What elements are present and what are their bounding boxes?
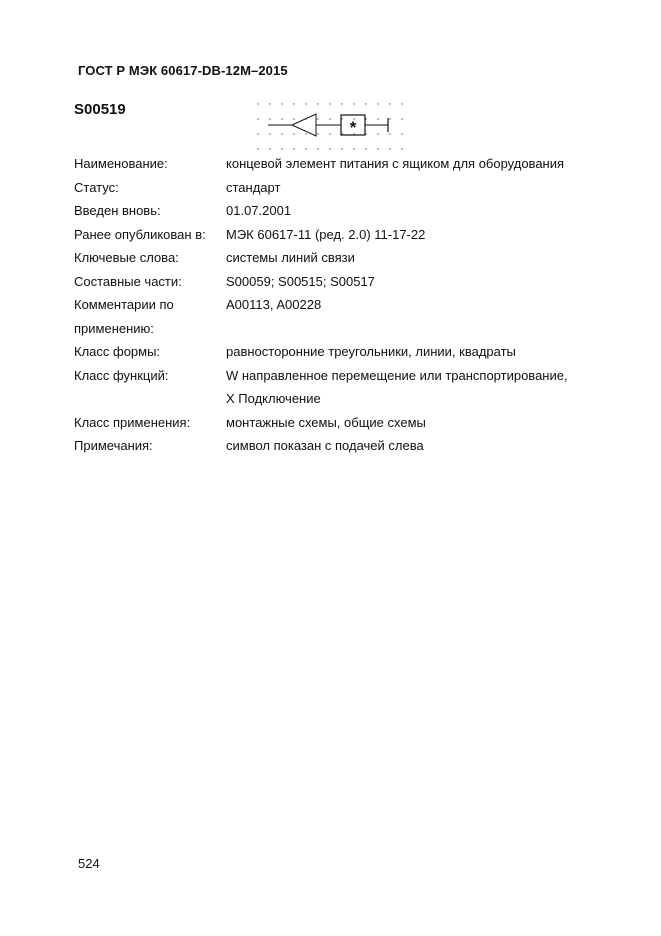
field-label: Введен вновь: bbox=[74, 203, 161, 218]
field-label: Комментарии по bbox=[74, 297, 174, 312]
grid-dot bbox=[293, 118, 294, 119]
field-label: Класс формы: bbox=[74, 344, 161, 359]
field-label: Класс функций: bbox=[74, 367, 169, 383]
field-value: равносторонние треугольники, линии, квадраты bbox=[226, 344, 516, 359]
document-header: ГОСТ Р МЭК 60617-DB-12M–2015 bbox=[78, 63, 288, 78]
grid-dot bbox=[365, 103, 366, 104]
grid-dot bbox=[281, 118, 282, 119]
grid-dot bbox=[341, 148, 342, 149]
grid-dot bbox=[401, 148, 402, 149]
grid-dot bbox=[389, 118, 390, 119]
grid-dot bbox=[281, 148, 282, 149]
grid-dot bbox=[257, 133, 258, 134]
grid-dot bbox=[317, 103, 318, 104]
grid-dot bbox=[329, 103, 330, 104]
grid-dot bbox=[353, 148, 354, 149]
grid-dot bbox=[389, 148, 390, 149]
field-value: W направленное перемещение или транспортирование, bbox=[226, 367, 568, 383]
grid-dot bbox=[305, 103, 306, 104]
field-label: применению: bbox=[74, 320, 154, 336]
grid-dot bbox=[269, 103, 270, 104]
grid-dot bbox=[317, 118, 318, 119]
grid-dot bbox=[269, 133, 270, 134]
grid-dot bbox=[293, 133, 294, 134]
grid-dot bbox=[329, 133, 330, 134]
grid-dot bbox=[257, 118, 258, 119]
box-mark: * bbox=[349, 118, 357, 137]
field-value: стандарт bbox=[226, 179, 281, 195]
grid-dot bbox=[329, 148, 330, 149]
field-label: Статус: bbox=[74, 179, 119, 195]
grid-dot bbox=[389, 103, 390, 104]
grid-dot bbox=[353, 103, 354, 104]
grid-dot bbox=[293, 148, 294, 149]
field-label: Наименование: bbox=[74, 156, 168, 171]
grid-dot bbox=[377, 148, 378, 149]
field-value: символ показан с подачей слева bbox=[226, 438, 424, 453]
field-value: A00113, A00228 bbox=[226, 297, 322, 312]
page-number: 524 bbox=[78, 856, 100, 871]
field-label: Ранее опубликован в: bbox=[74, 226, 206, 242]
grid-dot bbox=[377, 118, 378, 119]
grid-dot bbox=[389, 133, 390, 134]
grid-dot bbox=[317, 148, 318, 149]
field-value: S00059; S00515; S00517 bbox=[226, 273, 375, 289]
grid-dot bbox=[293, 103, 294, 104]
field-label: Ключевые слова: bbox=[74, 250, 179, 265]
grid-dots bbox=[257, 103, 402, 149]
field-label: Класс применения: bbox=[74, 414, 191, 430]
grid-dot bbox=[281, 103, 282, 104]
grid-dot bbox=[281, 133, 282, 134]
grid-dot bbox=[341, 103, 342, 104]
grid-dot bbox=[401, 103, 402, 104]
grid-dot bbox=[365, 148, 366, 149]
field-value: X Подключение bbox=[226, 391, 321, 406]
field-value: МЭК 60617-11 (ред. 2.0) 11-17-22 bbox=[226, 226, 426, 242]
grid-dot bbox=[401, 118, 402, 119]
grid-dot bbox=[305, 133, 306, 134]
grid-dot bbox=[257, 148, 258, 149]
field-label: Составные части: bbox=[74, 273, 182, 289]
field-value: 01.07.2001 bbox=[226, 203, 292, 218]
symbol-code: S00519 bbox=[74, 101, 126, 118]
grid-dot bbox=[329, 118, 330, 119]
grid-dot bbox=[401, 133, 402, 134]
grid-dot bbox=[257, 103, 258, 104]
field-value: монтажные схемы, общие схемы bbox=[226, 414, 426, 430]
grid-dot bbox=[317, 133, 318, 134]
triangle-icon bbox=[292, 114, 316, 136]
grid-dot bbox=[269, 148, 270, 149]
symbol-diagram bbox=[252, 98, 412, 154]
field-label: Примечания: bbox=[74, 438, 153, 453]
grid-dot bbox=[305, 148, 306, 149]
grid-dot bbox=[377, 103, 378, 104]
field-value: системы линий связи bbox=[226, 250, 355, 265]
field-value: концевой элемент питания с ящиком для оборудования bbox=[226, 156, 565, 171]
grid-dot bbox=[377, 133, 378, 134]
grid-dot bbox=[269, 118, 270, 119]
